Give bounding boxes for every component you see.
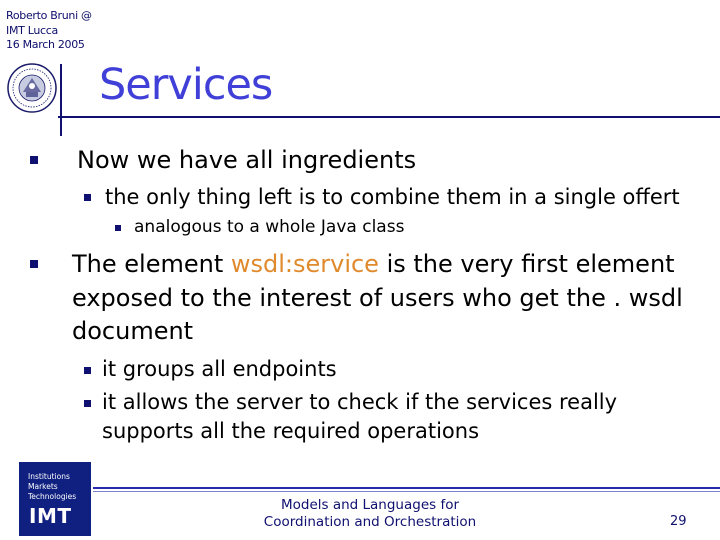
bullet-level2-text: it groups all endpoints xyxy=(102,357,337,381)
title-horizontal-rule xyxy=(58,116,720,118)
bullet-level1-text-cont: document xyxy=(72,317,194,345)
bullet-square-icon xyxy=(30,260,38,268)
text-segment: is the very first element xyxy=(378,250,675,278)
university-seal-icon xyxy=(6,62,58,114)
logo-wordmark: IMT xyxy=(29,504,72,528)
bullet-square-icon xyxy=(84,194,91,201)
code-highlight: wsdl:service xyxy=(230,250,379,278)
title-vertical-rule xyxy=(60,64,62,136)
bullet-level2-text: it allows the server to check if the services really xyxy=(102,390,618,414)
bullet-square-icon xyxy=(115,225,121,231)
bullet-square-icon xyxy=(30,156,38,164)
bullet-level1-text: Now we have all ingredients xyxy=(77,146,417,174)
bullet-square-icon xyxy=(84,400,91,407)
author-line: Roberto Bruni @ xyxy=(6,9,92,22)
institution-line: IMT Lucca xyxy=(6,23,58,37)
bullet-level1-text xyxy=(72,247,675,281)
bullet-level2-text-cont: supports all the required operations xyxy=(102,419,480,443)
bullet-level2-text: the only thing left is to combine them in a single offert xyxy=(105,185,680,209)
slide-title: Services xyxy=(99,60,273,110)
logo-subtitle xyxy=(28,472,76,502)
footer-line: Models and Languages for xyxy=(280,497,460,513)
date-line: 16 March 2005 xyxy=(6,38,85,51)
bullet-level3-text: analogous to a whole Java class xyxy=(134,217,405,237)
bullet-square-icon xyxy=(84,367,91,374)
footer-line: Coordination and Orchestration xyxy=(263,514,477,530)
footer-rule xyxy=(93,487,720,489)
logo-line: Markets xyxy=(28,482,58,491)
footer-rule-thin xyxy=(93,491,720,492)
bullet-level1-text-cont: exposed to the interest of users who get the . wsdl xyxy=(72,284,683,312)
logo-line: Institutions xyxy=(28,472,70,481)
footer-course-title xyxy=(240,497,500,531)
imt-logo xyxy=(19,462,91,536)
logo-line: Technologies xyxy=(28,492,77,501)
page-number: 29 xyxy=(670,514,687,529)
text-segment: The element xyxy=(72,250,231,278)
author-info xyxy=(6,9,92,53)
